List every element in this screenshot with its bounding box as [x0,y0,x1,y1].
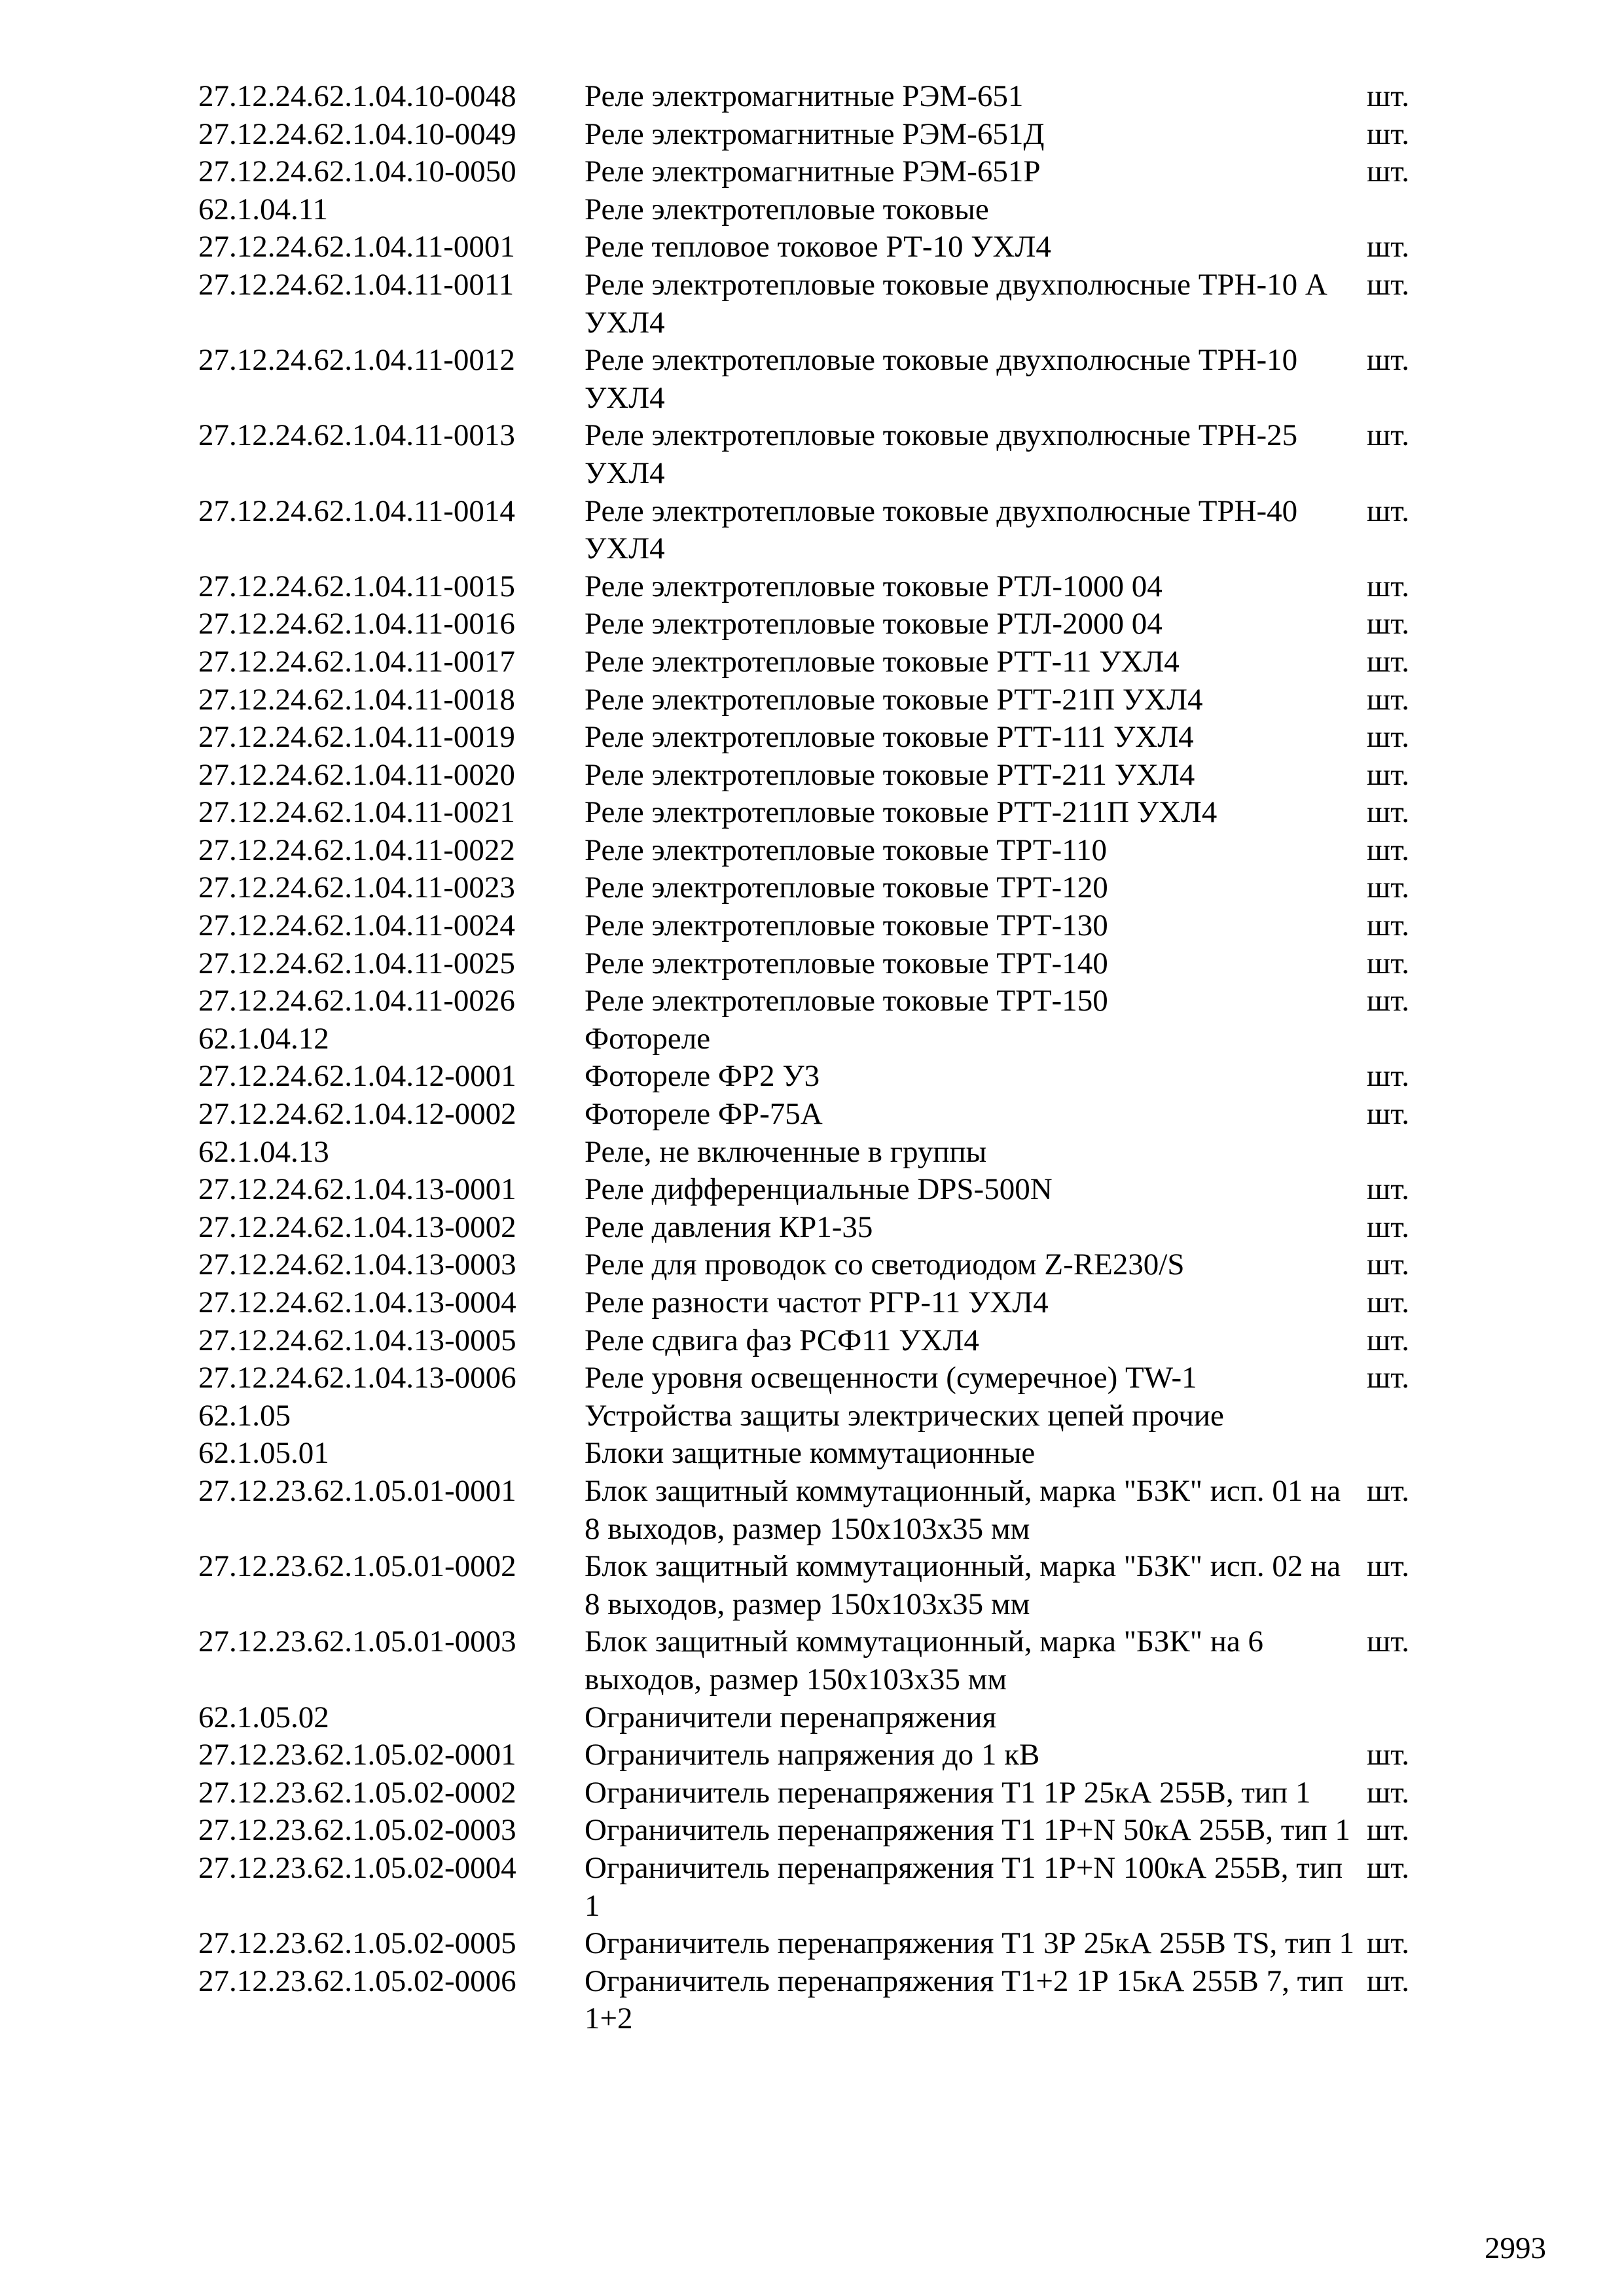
unit-of-measure: шт. [1367,870,1409,905]
resource-name: Блок защитный коммутационный, марка "БЗК" на 6 выходов, размер 150х103х35 мм [585,1624,1263,1696]
resource-name: Реле, не включенные в группы [585,1134,987,1169]
unit-of-measure: шт. [1367,154,1409,189]
table-row [198,1284,1442,1322]
group-header-row [198,1134,1442,1172]
table-row [198,417,1442,492]
table-row [198,1812,1442,1850]
group-header-row [198,1435,1442,1473]
resource-code: 27.12.24.62.1.04.13-0003 [198,1247,516,1282]
resource-code: 62.1.04.13 [198,1134,329,1169]
resource-name: Фотореле ФР2 У3 [585,1059,820,1094]
resource-name: Реле электротепловые токовые ТРТ-140 [585,946,1108,980]
table-row [198,1473,1442,1548]
table-row [198,342,1442,417]
unit-of-measure [1367,1699,1442,1737]
unit-of-measure: шт. [1367,833,1409,867]
table-row [198,1322,1442,1360]
resource-name: Фотореле ФР-75А [585,1097,823,1132]
resource-name: Реле электротепловые токовые РТТ-21П УХЛ4 [585,682,1203,717]
resource-name: Реле давления КР1-35 [585,1210,873,1244]
table-row [198,1359,1442,1397]
table-row [198,1209,1442,1247]
table-row [198,116,1442,154]
table-row [198,1623,1442,1698]
unit-of-measure: шт. [1367,1473,1409,1508]
table-row [198,568,1442,606]
resource-table-body [198,78,1442,2038]
unit-of-measure: шт. [1367,1549,1409,1584]
table-row [198,719,1442,757]
resource-name: Фотореле [585,1021,711,1056]
unit-of-measure: шт. [1367,644,1409,679]
table-row [198,1058,1442,1096]
resource-code: 27.12.24.62.1.04.13-0005 [198,1323,516,1357]
resource-name: Ограничитель перенапряжения Т1+2 1Р 15кА 255В 7, тип 1+2 [585,1964,1344,2036]
resource-name: Реле электромагнитные РЭМ-651Р [585,154,1041,189]
unit-of-measure: шт. [1367,1323,1409,1357]
group-header-row [198,1397,1442,1435]
table-row [198,869,1442,907]
resource-name: Реле электротепловые токовые РТЛ-1000 04 [585,569,1163,603]
resource-code: 27.12.24.62.1.04.11-0022 [198,833,515,867]
resource-name: Реле электротепловые токовые РТТ-11 УХЛ4 [585,644,1180,679]
resource-code: 27.12.24.62.1.04.11-0020 [198,757,515,792]
resource-code: 27.12.24.62.1.04.13-0006 [198,1361,516,1395]
resource-code: 27.12.24.62.1.04.11-0026 [198,984,515,1018]
resource-name: Реле дифференциальные DPS-500N [585,1172,1053,1207]
table-row [198,605,1442,643]
unit-of-measure: шт. [1367,79,1409,113]
table-row [198,757,1442,795]
resource-name: Ограничитель перенапряжения Т1 1Р+N 50кА 255В, тип 1 [585,1813,1350,1848]
resource-name: Ограничитель напряжения до 1 кВ [585,1738,1040,1772]
resource-name: Реле электротепловые токовые РТТ-211П УХЛ4 [585,795,1218,830]
resource-name: Устройства защиты электрических цепей прочие [585,1398,1224,1433]
table-row [198,1548,1442,1623]
table-row [198,1850,1442,1925]
resource-name: Реле электротепловые токовые ТРТ-120 [585,870,1108,905]
resource-code: 27.12.24.62.1.04.10-0049 [198,117,516,151]
resource-code: 62.1.04.12 [198,1021,329,1056]
resource-code: 27.12.23.62.1.05.02-0001 [198,1738,516,1772]
unit-of-measure: шт. [1367,1247,1409,1282]
unit-of-measure [1367,1134,1442,1172]
resource-name: Реле электротепловые токовые двухполюсные ТРН-10 УХЛ4 [585,343,1298,415]
table-row [198,1774,1442,1812]
table-row [198,907,1442,945]
resource-code: 62.1.05.02 [198,1700,329,1734]
resource-code: 62.1.04.11 [198,192,329,226]
resource-name: Реле электромагнитные РЭМ-651 [585,79,1024,113]
resource-code: 27.12.23.62.1.05.02-0004 [198,1850,516,1885]
table-row [198,982,1442,1020]
resource-code: 27.12.24.62.1.04.11-0014 [198,493,515,528]
unit-of-measure: шт. [1367,795,1409,830]
resource-code: 27.12.24.62.1.04.11-0025 [198,946,515,980]
unit-of-measure [1367,191,1442,229]
resource-code: 27.12.24.62.1.04.11-0016 [198,607,515,641]
unit-of-measure: шт. [1367,1172,1409,1207]
resource-code: 27.12.23.62.1.05.02-0002 [198,1775,516,1810]
group-header-row [198,1699,1442,1737]
table-row [198,1171,1442,1209]
unit-of-measure: шт. [1367,1926,1409,1961]
unit-of-measure: шт. [1367,607,1409,641]
unit-of-measure: шт. [1367,1361,1409,1395]
resource-code: 27.12.24.62.1.04.11-0012 [198,343,515,378]
unit-of-measure: шт. [1367,1059,1409,1094]
unit-of-measure: шт. [1367,682,1409,717]
table-row [198,1246,1442,1284]
page-number: 2993 [1485,2231,1546,2265]
resource-code: 27.12.24.62.1.04.11-0015 [198,569,515,603]
unit-of-measure: шт. [1367,1813,1409,1848]
resource-code: 27.12.24.62.1.04.13-0004 [198,1285,516,1319]
resource-table [198,78,1442,2038]
resource-code: 27.12.24.62.1.04.11-0017 [198,644,515,679]
unit-of-measure: шт. [1367,757,1409,792]
table-row [198,493,1442,568]
resource-name: Реле электротепловые токовые ТРТ-130 [585,908,1108,943]
resource-code: 62.1.05 [198,1398,291,1433]
resource-name: Реле электротепловые токовые РТТ-211 УХЛ4 [585,757,1195,792]
table-row [198,153,1442,191]
resource-code: 27.12.24.62.1.04.11-0019 [198,720,515,755]
unit-of-measure: шт. [1367,1285,1409,1319]
unit-of-measure: шт. [1367,908,1409,943]
resource-code: 62.1.05.01 [198,1436,329,1471]
table-row [198,1925,1442,1963]
resource-name: Реле электротепловые токовые РТТ-111 УХЛ4 [585,720,1194,755]
unit-of-measure: шт. [1367,418,1409,453]
resource-code: 27.12.23.62.1.05.01-0001 [198,1473,516,1508]
resource-name: Реле уровня освещенности (сумеречное) TW-1 [585,1361,1197,1395]
table-row [198,945,1442,983]
resource-code: 27.12.24.62.1.04.13-0001 [198,1172,516,1207]
resource-name: Реле электротепловые токовые ТРТ-110 [585,833,1107,867]
resource-name: Реле тепловое токовое РТ-10 УХЛ4 [585,230,1051,264]
resource-name: Блок защитный коммутационный, марка "БЗК" исп. 01 на 8 выходов, размер 150х103х35 мм [585,1473,1341,1546]
resource-code: 27.12.24.62.1.04.10-0048 [198,79,516,113]
resource-code: 27.12.24.62.1.04.11-0021 [198,795,515,830]
resource-code: 27.12.23.62.1.05.01-0003 [198,1624,516,1659]
resource-code: 27.12.23.62.1.05.02-0006 [198,1964,516,1998]
resource-name: Реле электротепловые токовые ТРТ-150 [585,984,1108,1018]
resource-name: Ограничитель перенапряжения Т1 1Р+N 100кА 255В, тип 1 [585,1850,1343,1923]
resource-name: Ограничитель перенапряжения Т1 3Р 25кА 255В TS, тип 1 [585,1926,1355,1961]
resource-code: 27.12.24.62.1.04.11-0018 [198,682,515,717]
table-row [198,78,1442,116]
table-row [198,228,1442,266]
table-row [198,1963,1442,2038]
unit-of-measure: шт. [1367,720,1409,755]
resource-name: Блок защитный коммутационный, марка "БЗК" исп. 02 на 8 выходов, размер 150х103х35 мм [585,1549,1341,1621]
unit-of-measure: шт. [1367,1964,1409,1998]
resource-name: Реле разности частот РГР-11 УХЛ4 [585,1285,1049,1319]
unit-of-measure: шт. [1367,230,1409,264]
table-row [198,266,1442,342]
unit-of-measure: шт. [1367,984,1409,1018]
group-header-row [198,1020,1442,1058]
resource-name: Ограничители перенапряжения [585,1700,997,1734]
resource-name: Реле сдвига фаз РСФ11 УХЛ4 [585,1323,979,1357]
table-row [198,832,1442,870]
resource-code: 27.12.24.62.1.04.11-0024 [198,908,515,943]
resource-code: 27.12.24.62.1.04.11-0001 [198,230,515,264]
resource-code: 27.12.23.62.1.05.01-0002 [198,1549,516,1584]
table-row [198,681,1442,719]
resource-name: Реле электротепловые токовые РТЛ-2000 04 [585,607,1163,641]
resource-name: Реле электротепловые токовые двухполюсные ТРН-25 УХЛ4 [585,418,1298,490]
unit-of-measure: шт. [1367,1738,1409,1772]
table-row [198,1736,1442,1774]
resource-code: 27.12.23.62.1.05.02-0005 [198,1926,516,1961]
resource-name: Реле электромагнитные РЭМ-651Д [585,117,1045,151]
resource-code: 27.12.24.62.1.04.11-0023 [198,870,515,905]
unit-of-measure: шт. [1367,493,1409,528]
resource-code: 27.12.24.62.1.04.13-0002 [198,1210,516,1244]
resource-name: Реле для проводок со светодиодом Z-RE230/S [585,1247,1185,1282]
unit-of-measure: шт. [1367,267,1409,302]
resource-code: 27.12.23.62.1.05.02-0003 [198,1813,516,1848]
unit-of-measure: шт. [1367,117,1409,151]
unit-of-measure: шт. [1367,946,1409,980]
resource-name: Реле электротепловые токовые двухполюсные ТРН-40 УХЛ4 [585,493,1298,566]
table-row [198,643,1442,681]
unit-of-measure: шт. [1367,1850,1409,1885]
resource-name: Реле электротепловые токовые двухполюсные ТРН-10 А УХЛ4 [585,267,1327,340]
unit-of-measure: шт. [1367,569,1409,603]
unit-of-measure [1367,1435,1442,1473]
resource-code: 27.12.24.62.1.04.12-0002 [198,1097,516,1132]
resource-name: Ограничитель перенапряжения Т1 1Р 25кА 255В, тип 1 [585,1775,1311,1810]
resource-code: 27.12.24.62.1.04.12-0001 [198,1059,516,1094]
resource-code: 27.12.24.62.1.04.11-0013 [198,418,515,453]
group-header-row [198,191,1442,229]
table-row [198,1096,1442,1134]
resource-name: Блоки защитные коммутационные [585,1436,1036,1471]
resource-code: 27.12.24.62.1.04.10-0050 [198,154,516,189]
unit-of-measure: шт. [1367,1624,1409,1659]
unit-of-measure: шт. [1367,1097,1409,1132]
resource-code: 27.12.24.62.1.04.11-0011 [198,267,514,302]
resource-name: Реле электротепловые токовые [585,192,989,226]
table-row [198,794,1442,832]
unit-of-measure: шт. [1367,343,1409,378]
unit-of-measure [1367,1020,1442,1058]
unit-of-measure: шт. [1367,1775,1409,1810]
unit-of-measure [1367,1397,1442,1435]
unit-of-measure: шт. [1367,1210,1409,1244]
